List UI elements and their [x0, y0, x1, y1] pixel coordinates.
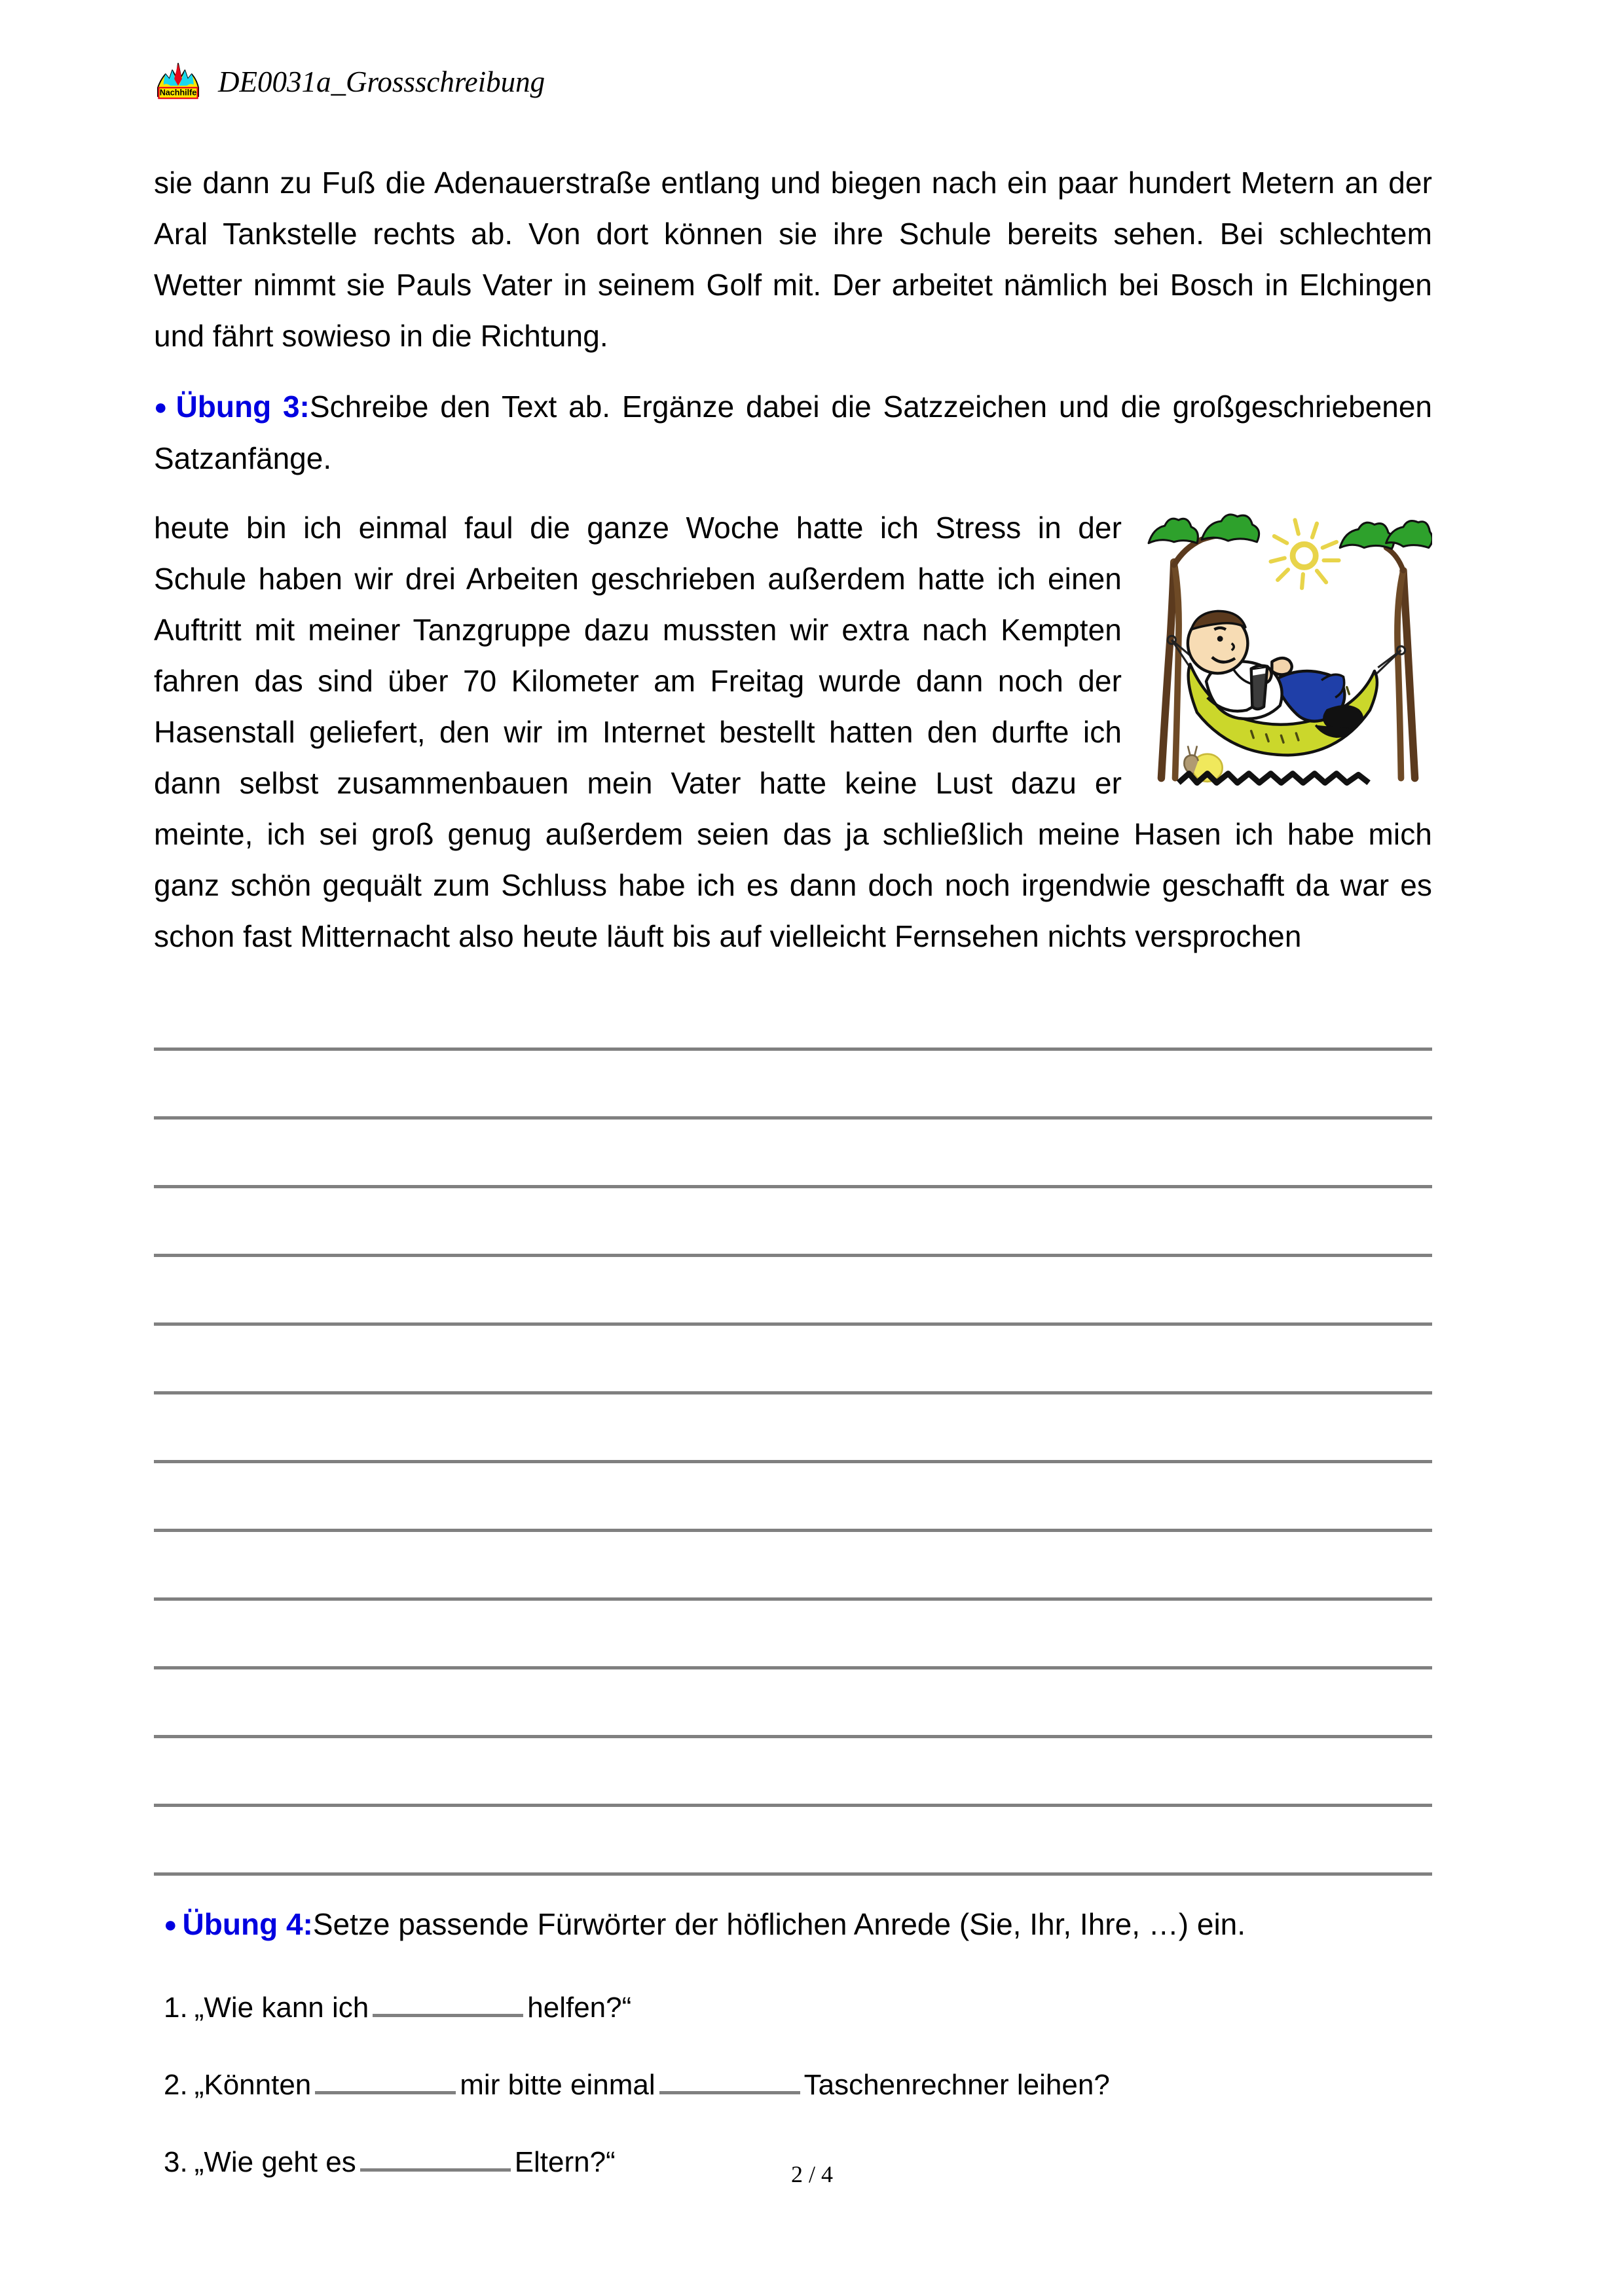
worksheet-title: DE0031a_Grossschreibung — [218, 65, 545, 98]
exercise-4-label-group — [164, 1907, 313, 1941]
exercise-3-text: heute bin ich einmal faul die ganze Woche hatte ich Stress in der Schule haben wir drei Arbeiten geschrieben außerdem hatte ich einen Auftritt mit meiner Tanzgruppe dazu mussten wir extra nach Kempten fahren das sind über 70 Kilometer am Freitag wurde dann noch der Hasenstall geliefert, den wir im Internet bestellt hatten den durfte ich dann selbst zusammenbauen mein Vater hatte keine Lust dazu er meinte, ich sei groß genug außerdem seien das ja schließlich meine Hasen ich habe mich ganz schön gequält zum Schluss habe ich es dann doch noch irgendwie geschafft da war es schon fast Mitternacht also heute läuft bis auf vielleicht Fernsehen nichts versprochen — [154, 510, 1432, 953]
question-item-1 — [164, 1982, 1434, 2034]
bullet-icon: ● — [154, 394, 171, 420]
page-header — [154, 58, 545, 106]
exercise-4-heading — [164, 1899, 1434, 1950]
exercise-3-label-group — [154, 390, 310, 424]
write-line[interactable] — [154, 1048, 1432, 1051]
svg-text:Nachhilfe: Nachhilfe — [159, 88, 197, 98]
answer-lines-area — [154, 1048, 1432, 1876]
question-text-after: Taschenrechner leihen? — [803, 2068, 1110, 2101]
page-footer — [0, 2160, 1624, 2188]
write-line[interactable] — [154, 1529, 1432, 1532]
write-line[interactable] — [154, 1322, 1432, 1326]
write-line[interactable] — [154, 1804, 1432, 1807]
page-indicator: 2 / 4 — [790, 2161, 833, 2187]
answer-blank[interactable] — [373, 2014, 523, 2017]
hammock-illustration — [1144, 507, 1432, 795]
question-text-before: „Wie kann ich — [194, 1991, 369, 2024]
exercise-3-instruction: Schreibe den Text ab. Ergänze dabei die Satzzeichen und die großgeschriebenen Satzanfänge. — [154, 390, 1433, 475]
write-line[interactable] — [154, 1185, 1432, 1188]
question-number: 2. — [164, 2068, 188, 2101]
exercise-4-label: Übung 4: — [182, 1907, 313, 1941]
question-number: 1. — [164, 1991, 188, 2024]
write-line[interactable] — [154, 1666, 1432, 1669]
write-line[interactable] — [154, 1391, 1432, 1394]
exercise-3-heading — [154, 381, 1432, 484]
write-line[interactable] — [154, 1254, 1432, 1257]
worksheet-content — [154, 157, 1432, 962]
question-text-after: helfen?“ — [527, 1991, 632, 2024]
exercise-3-label: Übung 3: — [175, 390, 310, 424]
question-number: 3. — [164, 2145, 188, 2178]
question-text-middle: mir bitte einmal — [460, 2068, 655, 2101]
answer-blank[interactable] — [315, 2091, 456, 2094]
intro-paragraph: sie dann zu Fuß die Adenauerstraße entlang und biegen nach ein paar hundert Metern an der Aral Tankstelle rechts ab. Von dort können sie ihre Schule bereits sehen. Bei schlechtem Wetter nimmt sie Pauls Vater in seinem Golf mit. Der arbeitet nämlich bei Bosch in Elchingen und fährt sowieso in die Richtung. — [154, 166, 1432, 353]
question-text-before: „Wie geht es — [194, 2145, 356, 2178]
question-text-before: „Könnten — [194, 2068, 312, 2101]
write-line[interactable] — [154, 1735, 1432, 1738]
question-item-2 — [164, 2059, 1434, 2111]
answer-blank[interactable] — [659, 2091, 800, 2094]
exercise-4-instruction: Setze passende Fürwörter der höflichen Anrede (Sie, Ihr, Ihre, …) ein. — [312, 1907, 1246, 1941]
write-line[interactable] — [154, 1460, 1432, 1463]
write-line[interactable] — [154, 1597, 1432, 1601]
bullet-icon: ● — [164, 1912, 177, 1937]
write-line[interactable] — [154, 1116, 1432, 1120]
question-text-after: Eltern?“ — [514, 2145, 616, 2178]
write-line[interactable] — [154, 1872, 1432, 1876]
nachhilfe-logo-icon — [154, 58, 202, 106]
